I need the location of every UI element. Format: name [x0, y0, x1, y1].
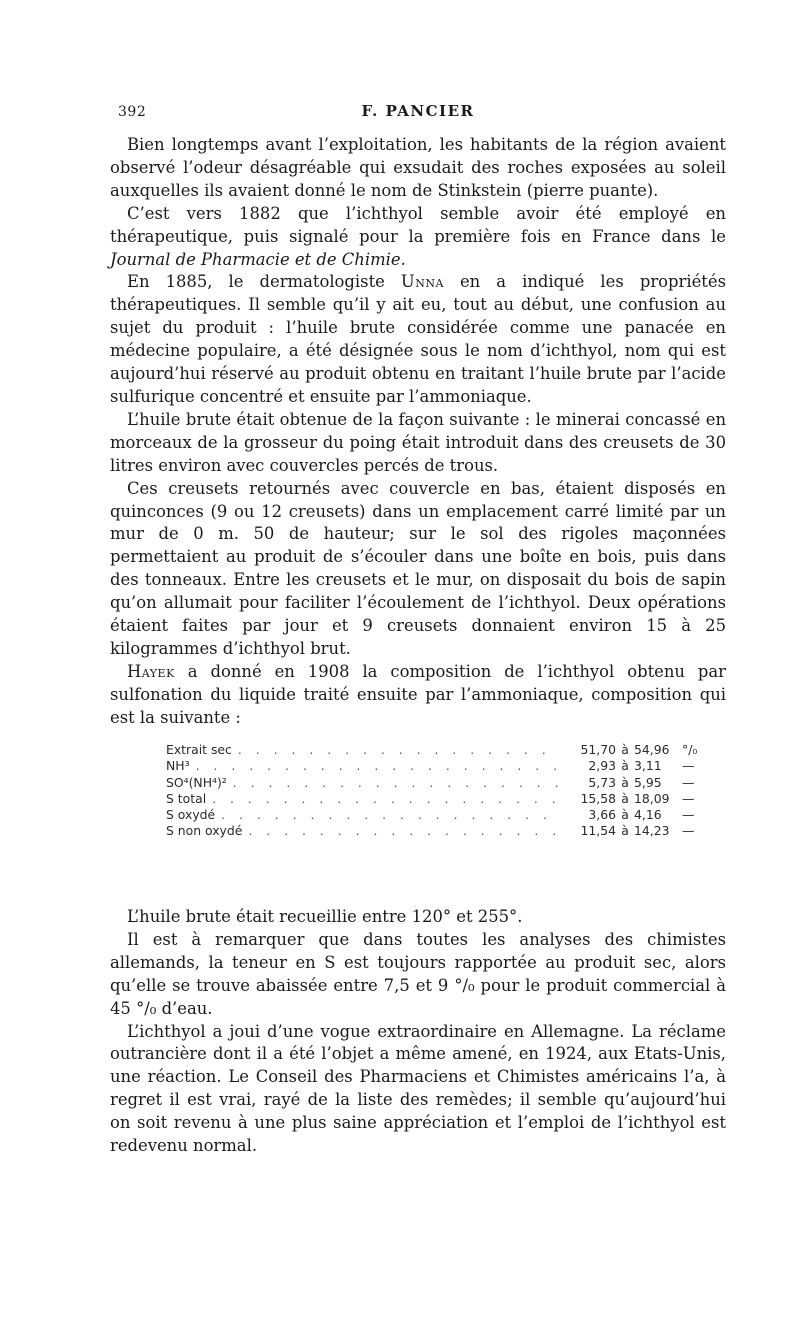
paragraph-2-text: C’est vers 1882 que l’ichthyol semble avoir été employé en thérapeutique, puis signalé pour la première fois en France dans le [110, 203, 726, 246]
range-sep: à [621, 790, 629, 806]
range-sep: à [621, 823, 629, 839]
row-label: S total [166, 790, 207, 806]
composition-table [166, 742, 706, 840]
paragraph-3-start: En 1885, le dermatologiste [127, 272, 385, 292]
running-title: F. PANCIER [361, 102, 475, 120]
row-label: SO⁴(NH⁴)² [166, 774, 227, 790]
value-high: 5,95 [634, 774, 662, 790]
unit: °/₀ [682, 742, 698, 757]
range-sep: à [621, 758, 629, 774]
row-label: Extrait sec [166, 742, 232, 757]
row-label: S non oxydé [166, 823, 243, 839]
paragraph-4: L’huile brute était obtenue de la façon suivante : le minerai concassé en morceaux de la grosseur du poing était introduit dans des creusets de 30 litres environ avec couvercles percés de trous. [110, 409, 726, 475]
table-row [166, 791, 706, 807]
row-label: NH³ [166, 758, 190, 774]
unit: — [682, 774, 695, 790]
journal-title: Journal de Pharmacie et de Chimie. [110, 249, 406, 269]
unit: — [682, 807, 695, 823]
value-low: 11,54 [580, 823, 616, 839]
table-row [166, 823, 706, 839]
page-number: 392 [118, 104, 147, 120]
paragraph-6 [110, 661, 726, 730]
table-row [166, 758, 706, 774]
value-low: 51,70 [580, 742, 616, 757]
value-high: 4,16 [634, 807, 662, 823]
body-text-upper [110, 134, 726, 730]
leader-dots [196, 758, 560, 774]
author-hayek: Hayek [127, 661, 175, 681]
paragraph-1: Bien longtemps avant l’exploitation, les habitants de la région avaient observé l’odeur désagréable qui exsudait des roches exposées au soleil auxquelles ils avaient donné le nom de Stinkstein (pierre puante). [110, 135, 726, 200]
paragraph-6-rest: a donné en 1908 la composition de l’ichthyol obtenu par sulfonation du liquide traité ensuite par l’ammoniaque, composition qui est la suivante : [110, 661, 727, 727]
paragraph-9: L’ichthyol a joui d’une vogue extraordinaire en Allemagne. La réclame outrancière dont il a été l’objet a même amené, en 1924, aux Etats-Unis, une réaction. Le Conseil des Pharmaciens et Chimistes américains l’a, à regret il est vrai, rayé de la liste des remèdes; il semble qu’aujourd’hui on soit revenu à une plus saine appréciation et l’emploi de l’ichthyol est redevenu normal. [110, 1021, 726, 1156]
value-low: 3,66 [588, 807, 616, 823]
range-sep: à [621, 807, 629, 823]
range-sep: à [621, 742, 629, 757]
paragraph-2 [110, 203, 726, 272]
leader-dots [221, 807, 560, 823]
value-high: 14,23 [634, 823, 670, 839]
unit: — [682, 823, 695, 839]
paragraph-8: Il est à remarquer que dans toutes les analyses des chimistes allemands, la teneur en S est toujours rapportée au produit sec, alors qu’elle se trouve abaissée entre 7,5 et 9 °/₀ pour le produit commercial à 45 °/₀ d’eau. [110, 929, 726, 1018]
leader-dots [212, 791, 560, 807]
leader-dots [233, 775, 560, 791]
value-low: 5,73 [588, 774, 616, 790]
leader-dots [248, 823, 560, 839]
value-high: 3,11 [634, 758, 662, 774]
value-high: 54,96 [634, 742, 670, 757]
table-row [166, 742, 706, 758]
value-low: 2,93 [588, 758, 616, 774]
range-sep: à [621, 774, 629, 790]
paragraph-3-rest: en a indiqué les propriétés thérapeutiques. Il semble qu’il y ait eu, tout au début, une confusion au sujet du produit : l’huile brute considérée comme une panacée en médecine populaire, a été désignée sous le nom d’ichthyol, nom qui est aujourd’hui réservé au produit obtenu en traitant l’huile brute par l’acide sulfurique concentré et ensuite par l’ammoniaque. [110, 272, 726, 406]
leader-dots [238, 742, 560, 758]
paragraph-7: L’huile brute était recueillie entre 120° et 255°. [127, 907, 523, 926]
unit: — [682, 790, 695, 806]
page-header [118, 100, 718, 124]
table-row [166, 775, 706, 791]
body-text-lower [110, 906, 726, 1158]
row-label: S oxydé [166, 807, 216, 823]
value-low: 15,58 [580, 790, 616, 806]
unit: — [682, 758, 695, 774]
paragraph-5: Ces creusets retournés avec couvercle en bas, étaient disposés en quinconces (9 ou 12 creusets) dans un emplacement carré limité par un mur de 0 m. 50 de hauteur; sur le sol des rigoles maçonnées permettaient au produit de s’écouler dans une boîte en bois, puis dans des tonneaux. Entre les creusets et le mur, on disposait du bois de sapin qu’on allumait pour faciliter l’écoulement de l’ichthyol. Deux opérations étaient faites par jour et 9 creusets donnaient environ 15 à 25 kilogrammes d’ichthyol brut. [110, 478, 726, 658]
value-high: 18,09 [634, 790, 670, 806]
table-row [166, 807, 706, 823]
paragraph-3 [110, 271, 726, 408]
author-unna: Unna [400, 272, 444, 292]
